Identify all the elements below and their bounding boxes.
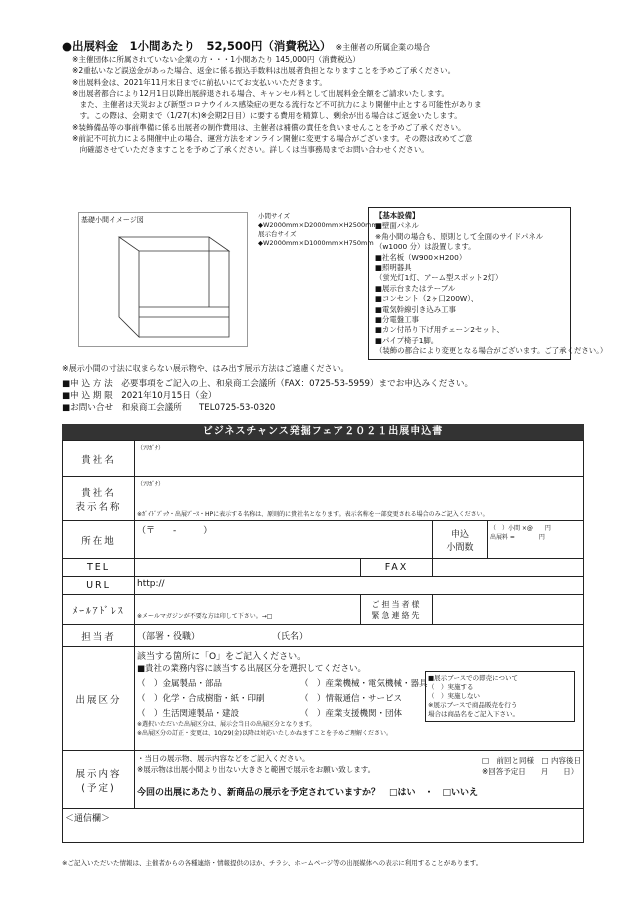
eq-line: ■社名板（W900×H200）	[375, 252, 467, 262]
notes-line: ※出展料金は、2021年11月末日までに前払いにてお支払いいただきます。	[72, 77, 327, 87]
eq-line: （w1000 分）は設置します。	[375, 242, 476, 252]
size-note: ※展示小間の寸法に収まらない展示物や、はみ出す展示方法はご遠慮ください。	[62, 364, 349, 373]
specs-line: ◆W2000mm×D2000mm×H2500mm	[258, 221, 378, 229]
notes-line: ※出展者都合により12月1日以降出展辞退される場合、キャンセル料として出展料金全額をご請求いたします。	[72, 88, 450, 98]
notes-line: ※前記不可抗力による開催中止の場合、運営方法をオンライン開催に変更する場合がございます。その際は改めてご意	[72, 134, 473, 144]
sale-line: 場合は商品名をご記入下さい。	[428, 710, 519, 718]
apply-line: ■申 込 方 法 必要事項をご記入の上、和泉商工会議所（FAX：0725-53-5959）までお申込みください。	[62, 379, 474, 389]
application-form: 貴社名 （ﾌﾘｶﾞﾅ） 貴社名 表示名称 （ﾌﾘｶﾞﾅ） ※ｶﾞｲﾄﾞﾌﾞｯｸ・出展ﾌﾞｰｽ・HPに表示する名称は、原則的に貴社名となります。表示名称を一部変更される場合のみご記入ください。 所在地 （〒 - ） 申込 小間数 （ ）小間 ×@ 円 出展料 = 円 TEL FAX URL http:// ﾒｰﾙｱﾄﾞﾚｽ ※メールマガジンが不要な方は印して下さい。→□ ご担当者様 緊急連絡先 担当者 （部署・役職） （氏名） 出展区分 該当する箇所に「O」をご記入ください。 ■貴社の業務内容に該当する出展区分を選択してください。 （ ）金属製品・部品 （ ）産業機械・電気機械・器具 （ ）化学・合成樹脂・紙・印刷 （ ）情報通信・サービス （ ）生活関連製品・建設 （ ）産業支援機関・団体 ※選択いただいた出展区分は、展示会当日の出展区分となります。 ※出展区分の訂正・変更は、10/29(金)以降は対応いたしかねますことを予めご理解ください。 展示内容 (予定) ・当日の展示物、展示内容などをご記入ください。 ※展示物は出展小間より出ない大きさと範囲で展示をお願い致します。 □ 前回と同様 □ 内容後日 ※回答予定日 月 日） 今回の出展にあたり、新商品の展示を予定されていますか？ □はい ・ □いいえ ＜通信欄＞	[62, 440, 584, 843]
specs-line: ◆W2000mm×D1000mm×H750mm	[258, 239, 374, 247]
mail-field[interactable]: ※メールマガジンが不要な方は印して下さい。→□	[135, 595, 361, 625]
category-option[interactable]: （ ）産業支援機関・団体	[300, 709, 403, 719]
notes-line: ※2重払いなど誤送金があった場合、返金に係る振込手数料は出展者負担となりますことを予めご了承ください。	[72, 66, 456, 76]
eq-line: ※角小間の場合も、原則として全面のサイドパネル	[375, 231, 544, 241]
eq-line: （装飾の都合により変更となる場合がございます。ご了承ください。）	[375, 346, 608, 356]
price-line: ●出展料金 1小間あたり 52,500円（消費税込） ※主催者の所属企業の場合	[62, 39, 431, 53]
category-option[interactable]: （ ）金属製品・部品	[137, 679, 223, 689]
company-field[interactable]: （ﾌﾘｶﾞﾅ）	[135, 441, 584, 477]
company-label: 貴社名	[63, 441, 135, 477]
apply-info	[62, 378, 473, 414]
booths-field[interactable]: （ ）小間 ×@ 円 出展料 = 円	[488, 521, 584, 559]
sale-box	[425, 671, 575, 722]
eq-line: ■パイプ椅子1脚。	[375, 335, 439, 345]
notes-line: ※装飾備品等の事前準備に係る出展者の制作費用は、主催者は補償の責任を負いませんことを予めご了承ください。	[72, 122, 466, 132]
eq-line: ■コンセント（2ヶ口200W）、	[375, 294, 479, 304]
eq-line: ■分電盤工事	[375, 315, 419, 325]
tel-field[interactable]	[135, 559, 361, 577]
contact-field[interactable]	[433, 595, 584, 625]
category-option[interactable]: （ ）産業機械・電気機械・器具	[300, 679, 428, 689]
notes-line: 向確認させていただきますことを予めご了承ください。詳しくは当事務局までお問い合わせください。	[72, 145, 429, 155]
category-option[interactable]: （ ）情報通信・サービス	[300, 694, 403, 704]
notes-line: また、主催者は天災および新型コロナウイルス感染症の更なる流行など不可抗力により開催中止とする可能性がありま	[72, 100, 482, 110]
eq-line: ■壁面パネル	[375, 221, 419, 231]
sale-line: （ ）実施する	[428, 683, 474, 691]
content-field[interactable]: ・当日の展示物、展示内容などをご記入ください。 ※展示物は出展小間より出ない大きさと範囲で展示をお願い致します。 □ 前回と同様 □ 内容後日 ※回答予定日 月 日） 今回の出展にあたり、新商品の展示を予定されていますか？ □はい ・ □いいえ	[135, 751, 584, 809]
display-field[interactable]: （ﾌﾘｶﾞﾅ） ※ｶﾞｲﾄﾞﾌﾞｯｸ・出展ﾌﾞｰｽ・HPに表示する名称は、原則的に貴社名となります。表示名称を一部変更される場合のみご記入ください。	[135, 477, 584, 521]
notes-line: ※主催団体に所属されていない企業の方・・・1小間あたり 145,000円（消費税込）	[72, 55, 361, 64]
category-option[interactable]: （ ）生活関連製品・建設	[137, 709, 240, 719]
sale-line: （ ）実施しない	[428, 692, 480, 700]
category-note: ※選択いただいた出展区分は、展示会当日の出展区分となります。	[137, 721, 316, 728]
specs-line: 展示台サイズ	[258, 230, 297, 238]
eq-line: ■カン付吊り下げ用チェーン2セット、	[375, 325, 504, 335]
fax-field[interactable]	[433, 559, 584, 577]
apply-line: ■申 込 期 限 2021年10月15日（金）	[62, 391, 217, 401]
cat-sel: ■貴社の業務内容に該当する出展区分を選択してください。	[137, 664, 367, 674]
specs-line: 小間サイズ	[258, 212, 290, 220]
display-label: 貴社名 表示名称	[63, 477, 135, 521]
notes	[72, 54, 632, 156]
apply-line: ■お問い合せ 和泉商工会議所 TEL0725-53-0320	[62, 403, 276, 413]
booth-image: 基礎小間イメージ図	[78, 212, 248, 347]
category-field[interactable]: 該当する箇所に「O」をご記入ください。 ■貴社の業務内容に該当する出展区分を選択してください。 （ ）金属製品・部品 （ ）産業機械・電気機械・器具 （ ）化学・合成樹脂・紙・印刷 （ ）情報通信・サービス （ ）生活関連製品・建設 （ ）産業支援機関・団体 ※選択いただいた出展区分は、展示会当日の出展区分となります。 ※出展区分の訂正・変更は、10/29(金)以降は対応いたしかねますことを予めご理解ください。	[135, 647, 584, 751]
person-field[interactable]: （部署・役職） （氏名）	[135, 625, 584, 647]
category-option[interactable]: （ ）化学・合成樹脂・紙・印刷	[137, 694, 265, 704]
address-label: 所在地	[63, 521, 135, 559]
eq-line: （蛍光灯1灯、アーム型スポット2灯）	[375, 273, 503, 283]
address-field[interactable]: （〒 - ）	[135, 521, 433, 559]
category-note: ※出展区分の訂正・変更は、10/29(金)以降は対応いたしかねますことを予めご理解ください。	[137, 730, 393, 737]
comm-field[interactable]: ＜通信欄＞	[63, 809, 584, 843]
eq-line: ■照明器具	[375, 263, 412, 273]
notes-line: す。この際は、会期まで（1/27(木)※会期2日目）に要する費用を精算し、剰余が出る場合はご返金いたします。	[72, 111, 462, 121]
eq-line: ■電気幹線引き込み工事	[375, 304, 456, 314]
sale-line: ■展示ブースでの即売について	[428, 674, 518, 682]
form-title: ビジネスチャンス発掘フェア２０２１出展申込書	[62, 424, 584, 440]
footer: ※ご記入いただいた情報は、主催者からの各種連絡・情報提供のほか、チラシ、ホームページ等の出展媒体への表示に利用することがあります。	[62, 859, 483, 867]
eq-line: ■展示台またはテーブル	[375, 283, 456, 293]
equipment-box: 【基本設備】 ■壁面パネル ※角小間の場合も、原則として全面のサイドパネル （w1000 分）は設置します。 ■社名板（W900×H200） ■照明器具 （蛍光灯1灯、アーム型スポット2灯） ■展示台またはテーブル ■コンセント（2ヶ口200W）、 ■電気幹線引き込み工事 ■分電盤工事 ■カン付吊り下げ用チェーン2セット、 ■パイプ椅子1脚。 （装飾の都合により変更となる場合がございます。ご了承ください。）	[368, 207, 571, 360]
specs	[258, 212, 378, 248]
url-field[interactable]: http://	[135, 577, 584, 595]
sale-line: ※展示ブースで商品販売を行う	[428, 701, 518, 709]
